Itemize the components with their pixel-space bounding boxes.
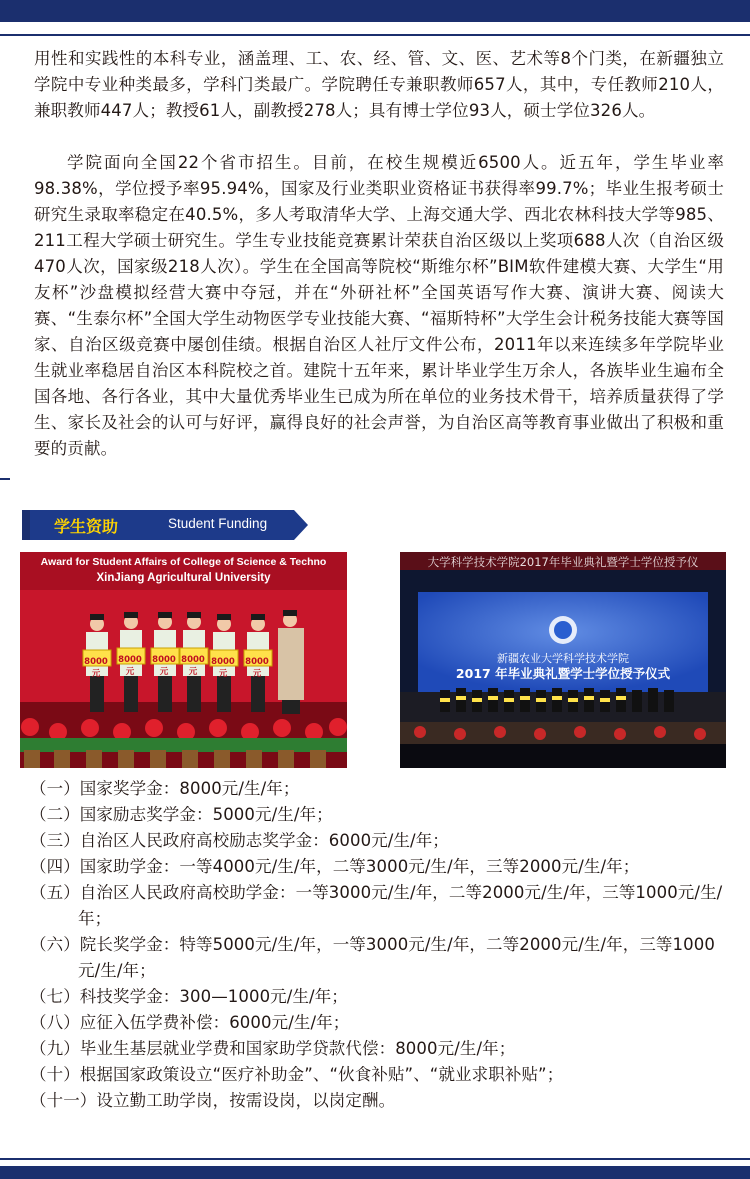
award-board-label: 8000元 <box>84 657 108 679</box>
bottom-footer-bar <box>0 1166 750 1179</box>
funding-item: （三）自治区人民政府高校励志奖学金：6000元/生/年； <box>30 831 449 850</box>
section-title-cn: 学生资助 <box>54 517 119 536</box>
funding-item: （六）院长奖学金：特等5000元/生/年，一等3000元/生/年，二等2000元/生/年，三等1000元/生/年； <box>30 935 715 980</box>
section-title-en: Student Funding <box>168 516 268 531</box>
funding-item: （五）自治区人民政府高校助学金：一等3000元/生/年，二等2000元/生/年，三等1000元/生/年； <box>30 883 723 928</box>
bottom-divider-line <box>0 1158 750 1160</box>
funding-item: （七）科技奖学金：300—1000元/生/年； <box>30 987 348 1006</box>
side-margin-mark <box>0 478 10 480</box>
intro-paragraph: 用性和实践性的本科专业，涵盖理、工、农、经、管、文、医、艺术等8个门类，在新疆独立学院中专业种类最多，学科门类最广。学院聘任专兼职教师657人，其中，专任教师210人，兼职教师447人；教授61人，副教授278人；具有博士学位93人，硕士学位326人。 <box>34 49 724 120</box>
top-header-bar <box>0 0 750 22</box>
award-board-label: 8000元 <box>181 655 205 677</box>
funding-item: （十）根据国家政策设立“医疗补助金”、“伙食补贴”、“就业求职补贴”； <box>30 1065 564 1084</box>
graduation-top-banner: 大学科学技术学院2017年毕业典礼暨学士学位授予仪 <box>427 555 699 569</box>
funding-item: （八）应征入伍学费补偿：6000元/生/年； <box>30 1013 350 1032</box>
funding-item: （九）毕业生基层就业学费和国家助学贷款代偿：8000元/生/年； <box>30 1039 516 1058</box>
funding-item: （四）国家助学金：一等4000元/生/年，二等3000元/生/年，三等2000元/生/年； <box>30 857 640 876</box>
award-banner-line-2: XinJiang Agricultural University <box>96 572 271 584</box>
award-board-label: 8000元 <box>245 657 269 679</box>
screen-title-line-1: 新疆农业大学科学技术学院 <box>497 652 629 665</box>
funding-list <box>30 776 730 1114</box>
funding-item: （十一）设立勤工助学岗，按需设岗，以岗定酬。 <box>30 1091 396 1110</box>
graduation-ceremony-photo <box>400 552 726 768</box>
admissions-paragraph: 学院面向全国22个省市招生。目前，在校生规模近6500人。近五年，学生毕业率98.38%，学位授予率95.94%，国家及行业类职业资格证书获得率99.7%；毕业生报考硕士研究生录取率稳定在40.5%，多人考取清华大学、上海交通大学、西北农林科技大学等985、211工程大学硕士研究生。学生专业技能竞赛累计荣获自治区级以上奖项688人次（自治区级470人次，国家级218人次）。学生在全国高等院校“斯维尔杯”BIM软件建模大赛、大学生“用友杯”沙盘模拟经营大赛中夺冠，并在“外研社杯”全国英语写作大赛、演讲大赛、阅读大赛、“生泰尔杯”全国大学生动物医学专业技能大赛、“福斯特杯”大学生会计税务技能大赛等国家、自治区级竞赛中屡创佳绩。根据自治区人社厅文件公布，2011年以来连续多年学院毕业生就业率稳居自治区本科院校之首。建院十五年来，累计毕业学生万余人，各族毕业生遍布全国各地、各行各业，其中大量优秀毕业生已成为所在单位的业务技术骨干，培养质量获得了学生、家长及社会的认可与好评，赢得良好的社会声誉，为自治区高等教育事业做出了积极和重要的贡献。 <box>34 153 724 458</box>
award-banner-line-1: Award for Student Affairs of College of Science & Techno <box>40 556 327 568</box>
award-board-label: 8000元 <box>211 657 235 679</box>
funding-item: （二）国家励志奖学金：5000元/生/年； <box>30 805 333 824</box>
section-header-student-funding <box>22 510 312 540</box>
top-divider-line <box>0 34 750 36</box>
award-board-label: 8000元 <box>152 655 176 677</box>
award-board-label: 8000元 <box>118 655 142 677</box>
funding-item: （一）国家奖学金：8000元/生/年； <box>30 779 300 798</box>
screen-title-line-2: 2017 年毕业典礼暨学士学位授予仪式 <box>455 666 671 681</box>
